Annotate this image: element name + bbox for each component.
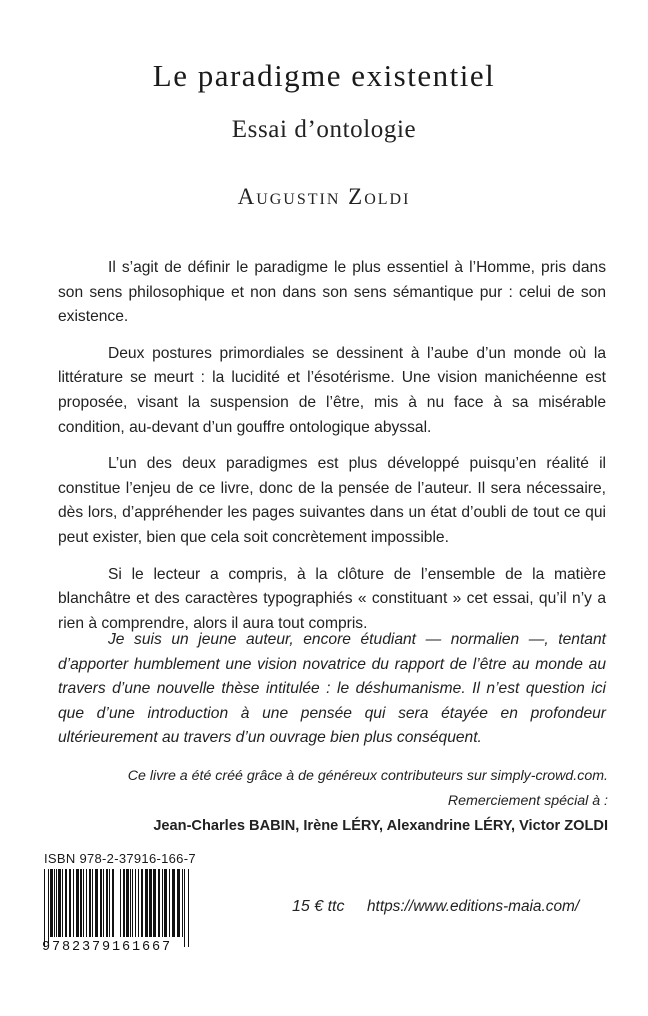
barcode-bar: [50, 869, 53, 937]
author-name: Augustin Zoldi: [237, 184, 411, 209]
barcode-bar: [62, 869, 63, 937]
summary-text: [58, 256, 606, 648]
barcode-bar: [149, 869, 152, 937]
barcode-bar: [182, 869, 183, 937]
barcode-bar: [73, 869, 74, 937]
price: 15 € ttc: [292, 898, 345, 915]
thanks-names: Jean-Charles BABIN, Irène LÉRY, Alexandrine LÉRY, Victor ZOLDI: [153, 818, 608, 834]
barcode-bar: [120, 869, 121, 937]
isbn-label: ISBN 978-2-37916-166-7: [44, 851, 196, 866]
barcode-digits: 9782379161667: [42, 940, 173, 955]
barcode-bar: [56, 869, 57, 937]
barcode-bar: [130, 869, 131, 937]
barcode-bar: [141, 869, 143, 937]
barcode-bar: [169, 869, 170, 937]
book-title: Le paradigme existentiel: [152, 58, 496, 93]
summary-paragraph: L’un des deux paradigmes est plus développé puisqu’en réalité il constitue l’enjeu de ce livre, donc de la pensée de l’auteur. Il sera nécessaire, dès lors, d’appréhender les pages suivantes dans un état d’oubli de tout ce qui peut exister, bien que cela soit concrètement impossible.: [58, 455, 606, 546]
barcode-bar: [80, 869, 82, 937]
barcode-bar: [65, 869, 67, 937]
summary-paragraph: Deux postures primordiales se dessinent à l’aube d’un monde où la littérature se meurt : la lucidité et l’ésotérisme. Une vision manichéenne est proposée, visant la suspension de l’être, mis à nu face à sa misérable condition, au-devant d’un gouffre ontologique abyssal.: [58, 344, 606, 436]
barcode-bar: [109, 869, 110, 937]
barcode-bar: [177, 869, 180, 937]
barcode-bar: [112, 869, 114, 937]
barcode-bar: [44, 869, 45, 947]
barcode-bar: [92, 869, 93, 937]
summary-paragraph: Il s’agit de définir le paradigme le plus essentiel à l’Homme, pris dans son sens philosophique et non dans son sens sémantique pur : celui de son existence.: [58, 259, 606, 326]
barcode-bar: [188, 869, 189, 947]
barcode-bar: [162, 869, 163, 937]
barcode-bar: [106, 869, 108, 937]
barcode-bar: [164, 869, 167, 937]
crowdfunding-note: Ce livre a été créé grâce à de généreux contributeurs sur simply-crowd.com.: [127, 768, 608, 784]
thanks-label: Remerciement spécial à :: [447, 793, 608, 809]
barcode-bar: [76, 869, 79, 937]
barcode-bar: [184, 869, 185, 947]
barcode-bar: [58, 869, 61, 937]
barcode-bar: [132, 869, 133, 937]
summary-paragraph: Si le lecteur a compris, à la clôture de l’ensemble de la matière blanchâtre et des caractères typographiés « constituant » cet essai, qu’il n’y a rien à comprendre, alors il aura tout compris.: [58, 565, 606, 632]
author-bio-text: Je suis un jeune auteur, encore étudiant — normalien —, tentant d’apporter humblement une vision novatrice du rapport de l’être au monde au travers d’une nouvelle thèse intitulée : le déshumanisme. Il n’est question ici que d’une introduction à une pensée qui sera étayée en profondeur ultérieurement au travers d’un ouvrage bien plus conséquent.: [58, 631, 606, 746]
barcode-bar: [126, 869, 129, 937]
barcode-bar: [135, 869, 136, 937]
credits: [48, 764, 608, 839]
barcode-bar: [69, 869, 71, 937]
book-subtitle: Essai d’ontologie: [231, 116, 417, 143]
barcode-bar: [48, 869, 49, 947]
barcode-bar: [86, 869, 87, 937]
barcode-bar: [103, 869, 104, 937]
barcode-bar: [100, 869, 102, 937]
barcode: [44, 869, 192, 947]
barcode-bar: [153, 869, 156, 937]
barcode-bar: [138, 869, 139, 937]
barcode-bar: [145, 869, 148, 937]
barcode-bar: [89, 869, 91, 937]
barcode-bar: [158, 869, 160, 937]
barcode-bar: [123, 869, 125, 937]
publisher-url[interactable]: https://www.editions-maia.com/: [367, 898, 580, 915]
barcode-bar: [172, 869, 175, 937]
author-bio: [58, 628, 606, 751]
barcode-bar: [54, 869, 55, 937]
barcode-bar: [95, 869, 98, 937]
barcode-bar: [83, 869, 84, 937]
